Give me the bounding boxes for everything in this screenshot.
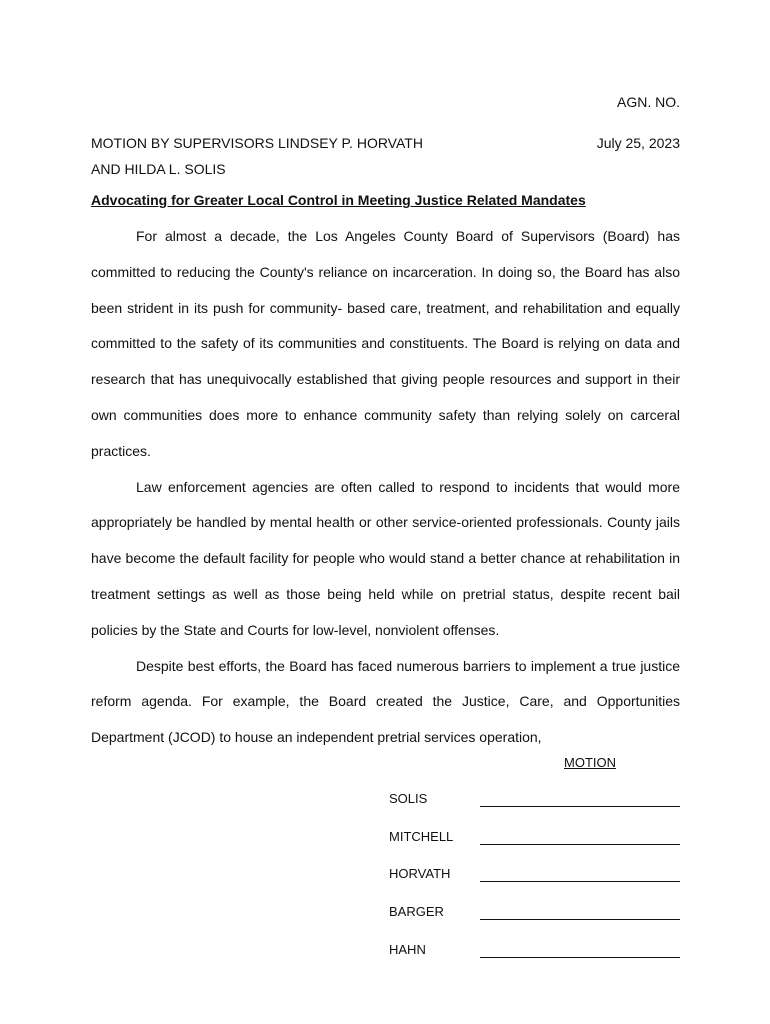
signature-line <box>480 957 680 958</box>
motion-by-line-1: MOTION BY SUPERVISORS LINDSEY P. HORVATH <box>91 135 423 151</box>
paragraph: For almost a decade, the Los Angeles County Board of Supervisors (Board) has committed to reducing the County's reliance on incarceration. In doing so, the Board has also been strident in its push for community- based care, treatment, and rehabilitation and equally committed to the safety of its communities and constituents. The Board is relying on data and research that has unequivocally established that giving people resources and support in their own communities does more to enhance community safety than relying solely on carceral practices. <box>91 228 680 459</box>
motion-title: Advocating for Greater Local Control in Meeting Justice Related Mandates <box>91 192 586 208</box>
vote-row-solis <box>389 791 680 829</box>
supervisor-name: HORVATH <box>389 866 451 882</box>
vote-table <box>389 791 680 979</box>
supervisor-name: BARGER <box>389 904 444 920</box>
motion-by-line-2: AND HILDA L. SOLIS <box>91 161 226 177</box>
motion-label: MOTION <box>564 755 616 770</box>
motion-date: July 25, 2023 <box>596 135 680 151</box>
vote-row-barger <box>389 904 680 942</box>
supervisor-name: MITCHELL <box>389 828 454 844</box>
signature-line <box>480 919 680 920</box>
supervisor-name: HAHN <box>389 941 426 957</box>
vote-row-mitchell <box>389 829 680 867</box>
motion-body <box>91 219 680 756</box>
motion-header <box>91 130 680 182</box>
paragraph: Despite best efforts, the Board has faced numerous barriers to implement a true justice reform agenda. For example, the Board created the Justice, Care, and Opportunities Department (JCOD) to house an independent pretrial services operation, <box>91 657 680 746</box>
signature-line <box>480 806 680 807</box>
vote-row-hahn <box>389 942 680 980</box>
paragraph: Law enforcement agencies are often called to respond to incidents that would more appropriately be handled by mental health or other service-oriented professionals. County jails have become the default facility for people who would stand a better chance at rehabilitation in treatment settings as well as those being held while on pretrial status, despite recent bail policies by the State and Courts for low-level, nonviolent offenses. <box>91 478 680 638</box>
signature-line <box>480 844 680 845</box>
vote-row-horvath <box>389 866 680 904</box>
signature-line <box>480 881 680 882</box>
supervisor-name: SOLIS <box>389 791 428 806</box>
agenda-number: AGN. NO. <box>616 94 680 110</box>
